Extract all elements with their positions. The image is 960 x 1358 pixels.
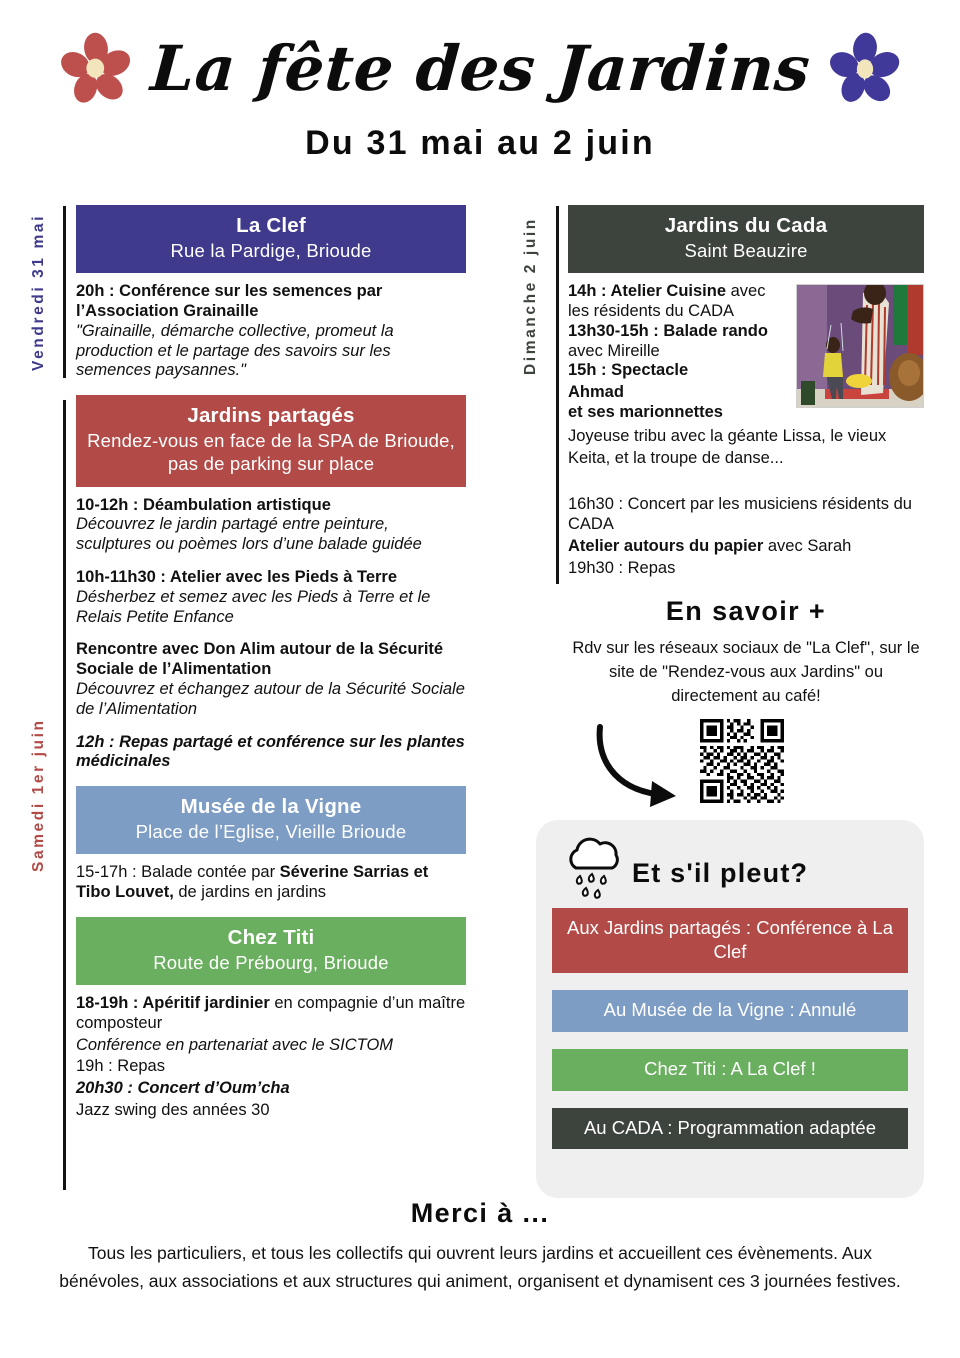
- right-column: [568, 205, 924, 821]
- rain-panel-header: [536, 820, 924, 906]
- qr-code[interactable]: [700, 719, 784, 803]
- venue-name: Jardins partagés: [187, 404, 355, 428]
- venue-address: Rue la Pardige, Brioude: [170, 239, 372, 261]
- event-item: [568, 425, 924, 471]
- event-bold: 14h : Atelier Cuisine: [568, 282, 727, 301]
- event-description: Désherbez et semez avec les Pieds à Terre et le Relais Petite Enfance: [76, 587, 431, 626]
- event-plain-block: 16h30 : Concert par les musiciens résidents du CADA: [568, 495, 912, 534]
- qr-code-image: [700, 719, 784, 803]
- event-description: Découvrez et échangez autour de la Sécurité Sociale de l’Alimentation: [76, 679, 465, 718]
- venue-address: Route de Prébourg, Brioude: [153, 951, 389, 973]
- venue-name: Chez Titi: [227, 925, 315, 949]
- rain-contingency-panel: [536, 820, 924, 1198]
- venue-address: Place de l’Eglise, Vieille Brioude: [135, 820, 407, 842]
- event-rest: avec les résidents du CADA: [568, 282, 766, 320]
- photo-image: [797, 285, 924, 408]
- rain-item-jardins-partages: Aux Jardins partagés : Conférence à La Clef: [552, 908, 908, 973]
- flower-left-icon: [59, 32, 133, 106]
- rail-saturday: [63, 400, 66, 1190]
- event-bold: Séverine Sarrias et Tibo Louvet,: [76, 863, 429, 902]
- event-item: [76, 568, 466, 627]
- venue-name: Jardins du Cada: [664, 214, 828, 237]
- event-plain-line: 19h : Repas: [76, 1057, 165, 1076]
- qr-row: [568, 715, 924, 821]
- event-plain-block: 19h30 : Repas: [568, 558, 676, 577]
- events-la-clef: [76, 282, 466, 381]
- event-item: [76, 1036, 466, 1056]
- venue-banner-jardins-partages: [76, 395, 466, 486]
- event-plain-line: Jazz swing des années 30: [76, 1100, 270, 1119]
- event-item: [568, 559, 924, 579]
- event-headline: 10-12h : Déambulation artistique: [76, 495, 331, 514]
- venue-name: Musée de la Vigne: [180, 795, 362, 819]
- event-item: [76, 496, 466, 555]
- event-plain-block: Joyeuse tribu avec la géante Lissa, le vieux Keita, et la troupe de danse...: [568, 426, 887, 468]
- venue-banner-chez-titi: [76, 917, 466, 985]
- rain-item-musee: Au Musée de la Vigne : Annulé: [552, 990, 908, 1032]
- event-item: [76, 863, 466, 903]
- venue-address: Saint Beauzire: [684, 239, 808, 261]
- event-italic-line: Conférence en partenariat avec le SICTOM: [76, 1035, 394, 1054]
- rail-friday: [63, 206, 66, 378]
- event-bold: Atelier autours du papier: [568, 536, 764, 555]
- venue-address: Rendez-vous en face de la SPA de Brioude, pas de parking sur place: [87, 429, 455, 475]
- rain-panel-title: Et s'il pleut?: [632, 857, 809, 888]
- left-column: [76, 205, 466, 1135]
- event-headline: 20h : Conférence sur les semences par l’Association Grainaille: [76, 282, 383, 320]
- rain-items-list: [552, 908, 908, 1166]
- merci-heading: Merci à ...: [410, 1198, 550, 1228]
- venue-banner-jardins-du-cada: [568, 205, 924, 273]
- page-subtitle: Du 31 mai au 2 juin: [305, 124, 655, 162]
- venue-banner-musee-de-la-vigne: [76, 786, 466, 854]
- en-savoir-heading: En savoir +: [665, 596, 827, 627]
- event-headline: Rencontre avec Don Alim autour de la Sécurité Sociale de l’Alimentation: [76, 640, 444, 679]
- en-savoir-text: Rdv sur les réseaux sociaux de "La Clef", sur le site de "Rendez-vous aux Jardins" ou directement au café!: [572, 639, 920, 706]
- title-row: [0, 18, 960, 120]
- day-label-sunday: Dimanche 2 juin: [522, 217, 539, 375]
- events-chez-titi: [76, 994, 466, 1121]
- rain-item-chez-titi: Chez Titi : A La Clef !: [552, 1049, 908, 1091]
- event-item: [76, 640, 466, 719]
- venue-banner-la-clef: [76, 205, 466, 273]
- event-bold: 18-19h : Apéritif jardinier: [76, 993, 270, 1012]
- rail-sunday: [556, 206, 559, 584]
- merci-text: Tous les particuliers, et tous les collectifs qui ouvrent leurs jardins et accueillent ces évènements. Aux bénévoles, aux associations et aux structures qui animent, organisent et dynamisent ces 3 journées festives.: [59, 1243, 901, 1291]
- event-description: "Grainaille, démarche collective, promeut la production et le partage des savoirs sur les semences paysannes.": [76, 321, 394, 380]
- event-item: [76, 994, 466, 1034]
- events-cada-top: [568, 282, 924, 470]
- event-item: [76, 1057, 466, 1077]
- event-bold: 13h30-15h : Balade rando: [568, 321, 768, 340]
- flower-right-icon: [828, 32, 902, 106]
- event-bold: 15h : Spectacle: [568, 361, 689, 380]
- day-label-saturday: Samedi 1er juin: [30, 718, 47, 872]
- event-prefix: 15-17h : Balade contée par: [76, 863, 280, 882]
- events-jardins-partages: [76, 496, 466, 773]
- event-rest: avec Sarah: [763, 536, 852, 555]
- event-suffix: de jardins en jardins: [173, 883, 327, 902]
- event-description: Découvrez le jardin partagé entre peinture, sculptures ou poèmes lors d’une balade guidée: [76, 515, 422, 554]
- event-headline: 10h-11h30 : Atelier avec les Pieds à Terre: [76, 567, 398, 586]
- event-bold-italic-line: 20h30 : Concert d’Oum’cha: [76, 1079, 290, 1098]
- day-label-friday: Vendredi 31 mai: [30, 213, 47, 371]
- event-item: [568, 537, 924, 557]
- rain-cloud-icon: [562, 836, 624, 906]
- event-item: [76, 1101, 466, 1121]
- events-cada-bottom: [568, 479, 924, 578]
- event-item: [76, 1079, 466, 1099]
- curved-arrow-icon: [592, 721, 702, 816]
- event-item: [76, 282, 466, 381]
- events-musee: [76, 863, 466, 903]
- poster-header: [0, 18, 960, 178]
- event-headline: 12h : Repas partagé et conférence sur les plantes médicinales: [76, 732, 465, 771]
- rain-item-cada: Au CADA : Programmation adaptée: [552, 1108, 908, 1150]
- event-item: [76, 733, 466, 773]
- event-rest: en compagnie d’un maître composteur: [76, 993, 466, 1032]
- venue-name: La Clef: [236, 214, 306, 237]
- event-item: [568, 495, 924, 535]
- page-title: La fête des Jardins: [147, 32, 813, 105]
- event-bold-line: Ahmad: [568, 383, 624, 402]
- event-rest: avec Mireille: [568, 341, 660, 360]
- event-bold-line: et ses marionnettes: [568, 402, 723, 421]
- spectacle-photo: [796, 284, 924, 408]
